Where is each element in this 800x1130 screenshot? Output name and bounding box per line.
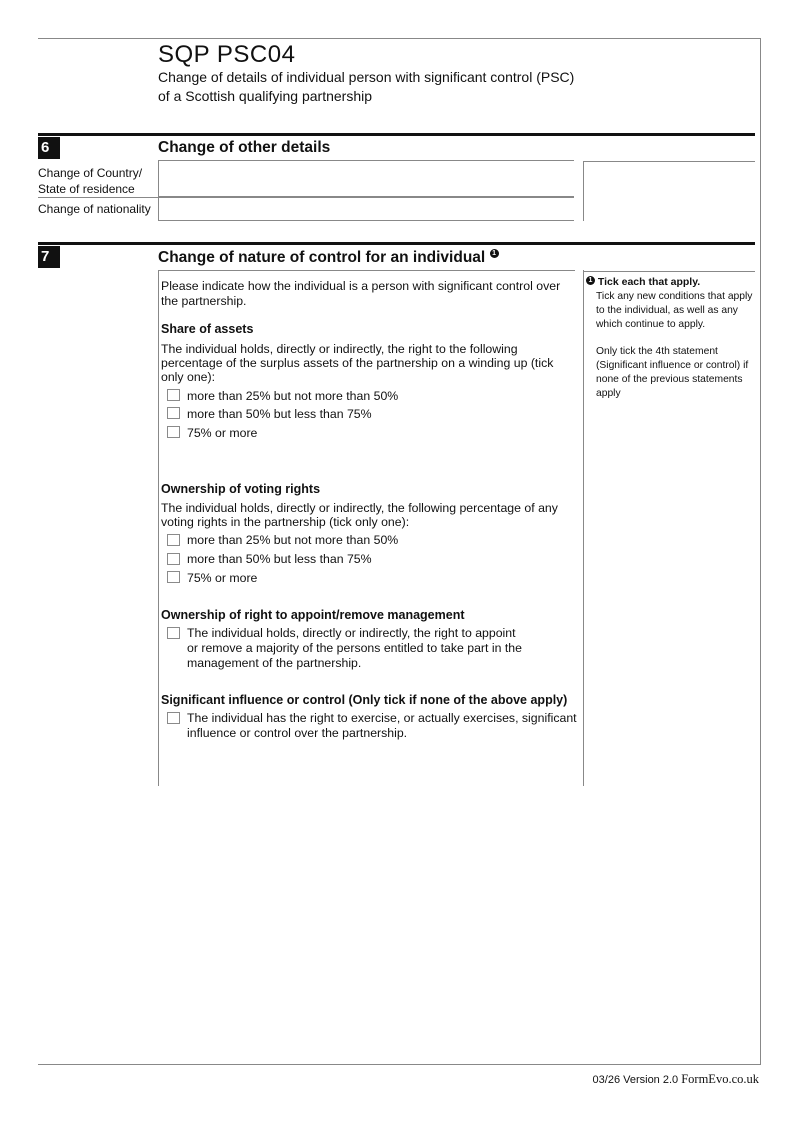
nationality-field[interactable] (158, 198, 574, 221)
section7-box-right (583, 270, 584, 786)
section7-title (158, 249, 499, 267)
form-subtitle-line1: Change of details of individual person with significant control (PSC) (158, 69, 575, 85)
section6-sidebar-left (583, 161, 584, 221)
section7-box-top (158, 270, 575, 271)
country-label-line2: State of residence (38, 182, 135, 196)
appoint-option-line3: management of the partnership. (187, 656, 362, 670)
section6-title: Change of other details (158, 139, 331, 156)
bottom-rule (38, 1064, 761, 1065)
share-assets-desc-line3: only one): (161, 370, 216, 384)
voting-rights-heading: Ownership of voting rights (161, 482, 321, 496)
section7-rule (38, 242, 755, 245)
share-assets-checkbox-1[interactable] (167, 389, 180, 401)
sidenote-title-text: Tick each that apply. (597, 276, 701, 288)
share-assets-option-1: more than 25% but not more than 50% (187, 389, 399, 403)
influence-heading: Significant influence or control (Only tick if none of the above apply) (161, 693, 568, 707)
voting-rights-option-3: 75% or more (187, 571, 258, 585)
country-label-line1: Change of Country/ (38, 166, 143, 180)
sidenote-line3: which continue to apply. (596, 319, 706, 330)
sidenote-line6: none of the previous statements (596, 374, 743, 385)
share-assets-checkbox-2[interactable] (167, 407, 180, 419)
appoint-checkbox[interactable] (167, 627, 180, 639)
section7-title-text: Change of nature of control for an individual (158, 249, 486, 266)
appoint-option-line1: The individual holds, directly or indirectly, the right to appoint (187, 626, 516, 640)
influence-checkbox[interactable] (167, 712, 180, 724)
top-rule (38, 38, 761, 39)
nationality-label: Change of nationality (38, 202, 151, 216)
share-assets-option-3: 75% or more (187, 426, 258, 440)
sidenote-line4: Only tick the 4th statement (596, 346, 718, 357)
voting-rights-desc-line2: voting rights in the partnership (tick only one): (161, 515, 410, 529)
voting-rights-checkbox-1[interactable] (167, 534, 180, 546)
section7-intro-line1: Please indicate how the individual is a person with significant control over (161, 279, 561, 293)
sidenote-line5: (Significant influence or control) if (596, 360, 749, 371)
voting-rights-option-1: more than 25% but not more than 50% (187, 533, 399, 547)
sidenote-title (586, 276, 700, 290)
sidenote-line1: Tick any new conditions that apply (596, 291, 753, 302)
form-code: SQP PSC04 (158, 41, 296, 68)
right-border (760, 38, 761, 1064)
sidenote-line7: apply (596, 388, 621, 399)
footer-version: 03/26 Version 2.0 (592, 1074, 679, 1086)
footer-site: FormEvo.co.uk (681, 1072, 759, 1086)
share-assets-heading: Share of assets (161, 322, 254, 336)
section6-number: 6 (38, 137, 60, 159)
sidenote-info-icon: 1 (586, 276, 595, 285)
voting-rights-checkbox-2[interactable] (167, 553, 180, 565)
section7-intro-line2: the partnership. (161, 294, 247, 308)
section6-sidebar-top (583, 161, 755, 162)
voting-rights-option-2: more than 50% but less than 75% (187, 552, 372, 566)
section6-rule (38, 133, 755, 136)
sidenote-line2: to the individual, as well as any (596, 305, 738, 316)
appoint-option-line2: or remove a majority of the persons entitled to take part in the (187, 641, 522, 655)
info-icon: 1 (490, 249, 499, 258)
voting-rights-desc-line1: The individual holds, directly or indirectly, the following percentage of any (161, 501, 558, 515)
country-of-residence-field[interactable] (158, 161, 574, 197)
share-assets-checkbox-3[interactable] (167, 426, 180, 438)
section7-number: 7 (38, 246, 60, 268)
section7-sidebar-top (583, 271, 755, 272)
influence-option-line2: influence or control over the partnership. (187, 726, 408, 740)
section7-box-left (158, 270, 159, 786)
voting-rights-checkbox-3[interactable] (167, 571, 180, 583)
form-subtitle-line2: of a Scottish qualifying partnership (158, 88, 373, 104)
appoint-heading: Ownership of right to appoint/remove management (161, 608, 465, 622)
footer (593, 1072, 759, 1087)
influence-option-line1: The individual has the right to exercise, or actually exercises, significant (187, 711, 577, 725)
share-assets-option-2: more than 50% but less than 75% (187, 407, 372, 421)
share-assets-desc-line1: The individual holds, directly or indirectly, the right to the following (161, 342, 518, 356)
share-assets-desc-line2: percentage of the surplus assets of the partnership on a winding up (tick (161, 356, 554, 370)
